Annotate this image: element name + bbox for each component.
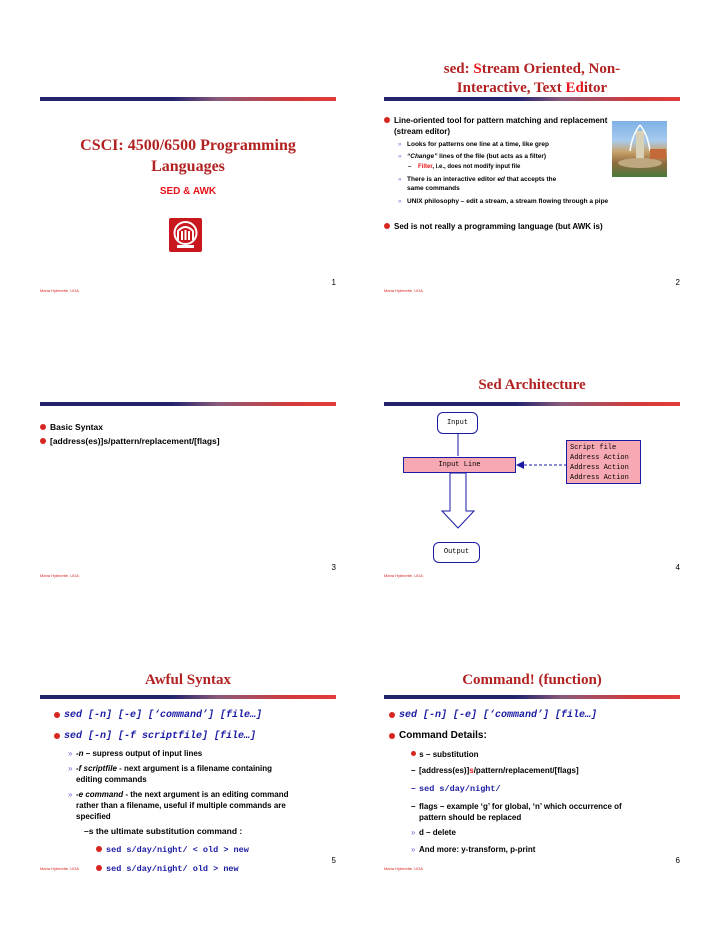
list-item: Basic Syntax bbox=[40, 421, 336, 433]
list-item: s – substitution bbox=[389, 749, 679, 761]
list-item: sed [-n] [-e] [‘command’] [file…] bbox=[54, 708, 336, 723]
list-item: » UNIX philosophy – edit a stream, a stream flowing through a pipe bbox=[398, 198, 609, 205]
list-item: sed s/day/night/ old > new bbox=[54, 862, 336, 875]
title-rule bbox=[384, 97, 680, 101]
title-rule bbox=[40, 97, 336, 101]
list-item: sed [-n] [-e] [‘command’] [file…] bbox=[389, 708, 679, 723]
slide-1-title: CSCI: 4500/6500 Programming Languages bbox=[80, 137, 296, 175]
down-arrow-top bbox=[454, 434, 462, 456]
slide-5-body bbox=[54, 708, 336, 875]
arch-icon bbox=[169, 218, 202, 252]
title-rule bbox=[40, 695, 336, 699]
list-item: Sed is not really a programming language (but AWK is) bbox=[384, 221, 616, 232]
list-item: » -n – supress output of input lines bbox=[68, 749, 203, 758]
footer: Maria Hybinette, UGA bbox=[384, 288, 423, 293]
slide-5-title: Awful Syntax bbox=[145, 672, 231, 688]
list-item: » -f scriptfile - next argument is a filename containing editing commands bbox=[68, 764, 273, 784]
list-item: sed s/day/night/ < old > new bbox=[54, 843, 336, 856]
page-number: 1 bbox=[331, 278, 336, 287]
list-item: [address(es)]s/pattern/replacement/[flags] bbox=[40, 435, 336, 447]
slide-6-title: Command! (function) bbox=[462, 672, 602, 688]
list-item: – [address(es)]s/pattern/replacement/[flags] bbox=[411, 766, 579, 775]
fountain-icon bbox=[612, 121, 667, 177]
dashed-arrow bbox=[516, 460, 566, 470]
footer: Maria Hybinette, UGA bbox=[40, 288, 79, 293]
fountain-photo bbox=[612, 121, 667, 177]
input-box: Input bbox=[437, 412, 478, 434]
slide-6 bbox=[384, 672, 680, 871]
uga-logo bbox=[169, 218, 202, 252]
slide-1-subtitle: SED & AWK bbox=[159, 186, 217, 197]
list-item: sed [-n] [-f scriptfile] [file…] bbox=[54, 729, 336, 744]
slide-1 bbox=[40, 97, 336, 293]
list-item: » And more: y-transform, p-print bbox=[411, 845, 536, 854]
page-number: 4 bbox=[675, 563, 680, 572]
footer: Maria Hybinette, UGA bbox=[384, 573, 423, 578]
slide-4-title: Sed Architecture bbox=[478, 377, 586, 393]
list-item: » Looks for patterns one line at a time, like grep bbox=[398, 141, 549, 148]
list-item: » -e command - the next argument is an editing command rather than a filename, useful if multiple commands are specified bbox=[68, 790, 289, 821]
list-item: Command Details: bbox=[389, 729, 679, 743]
slide-4 bbox=[384, 377, 680, 578]
title-rule bbox=[40, 402, 336, 406]
slide-2-title: sed: Stream Oriented, Non- Interactive, Text Editor bbox=[443, 61, 621, 96]
slide-2-sub bbox=[398, 140, 614, 206]
slide-3 bbox=[40, 382, 336, 578]
slide-2-bullets-2 bbox=[384, 221, 616, 232]
list-item: – sed s/day/night/ bbox=[411, 783, 501, 794]
slide-5 bbox=[40, 672, 336, 874]
footer: Maria Hybinette, UGA bbox=[40, 866, 79, 871]
output-box: Output bbox=[433, 542, 480, 563]
page-number: 6 bbox=[675, 856, 680, 865]
list-item: – flags – example ‘g’ for global, ‘n’ which occurrence of pattern should be replaced bbox=[411, 802, 622, 822]
page-number: 3 bbox=[331, 563, 336, 572]
title-rule bbox=[384, 402, 680, 406]
slide-2 bbox=[384, 61, 680, 293]
title-rule bbox=[384, 695, 680, 699]
list-item: » d – delete bbox=[411, 828, 456, 837]
input-line-box: Input Line bbox=[403, 457, 516, 473]
list-item: –s the ultimate substitution command : bbox=[84, 826, 243, 836]
down-arrow-bottom bbox=[440, 473, 476, 529]
slide-3-bullets bbox=[40, 421, 336, 447]
page-number: 5 bbox=[331, 856, 336, 865]
footer: Maria Hybinette, UGA bbox=[384, 866, 423, 871]
script-file-box: Script file Address Action Address Action Address Action bbox=[566, 440, 641, 484]
list-item: » There is an interactive editor ed that accepts the same commands bbox=[398, 176, 557, 192]
footer: Maria Hybinette, UGA bbox=[40, 573, 79, 578]
slide-2-bullets bbox=[384, 115, 612, 137]
list-item: – Filter, i.e., does not modify input file bbox=[408, 164, 521, 170]
list-item: Line-oriented tool for pattern matching and replacement (stream editor) bbox=[384, 115, 612, 137]
page-number: 2 bbox=[675, 278, 680, 287]
slide-6-body bbox=[389, 708, 679, 855]
list-item: » “Change” lines of the file (but acts as a filter) bbox=[398, 153, 547, 160]
